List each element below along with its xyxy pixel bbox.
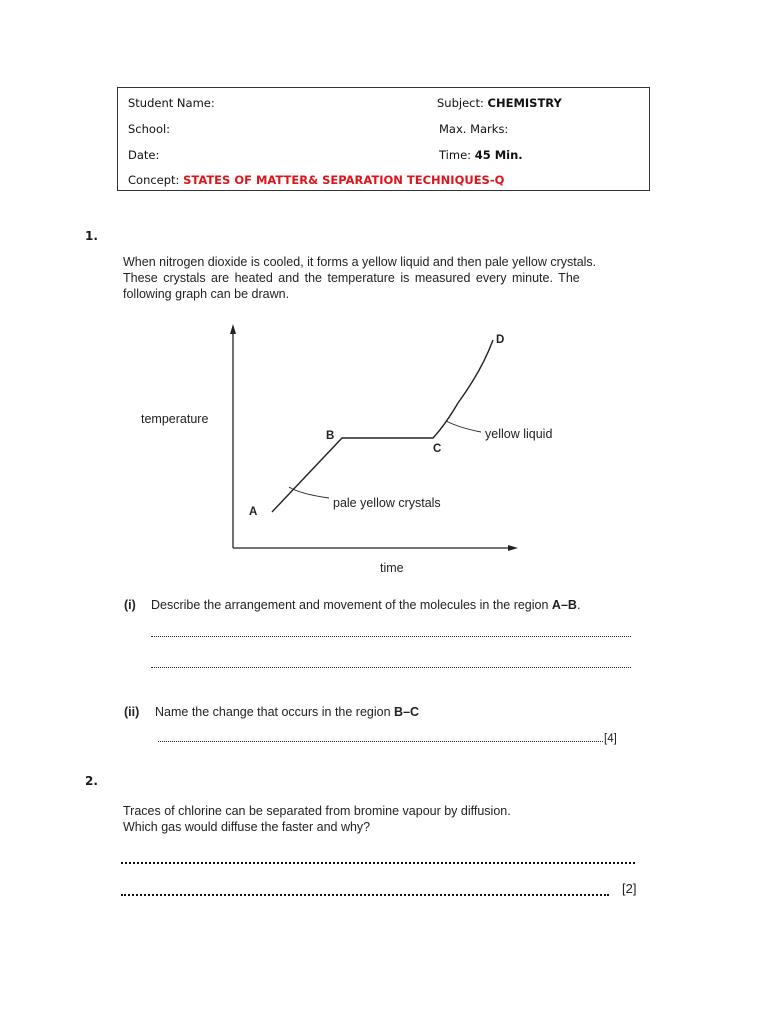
part-i-end: .	[576, 598, 581, 612]
school-label: School:	[128, 122, 171, 136]
question-1-intro-line-3: following graph can be drawn.	[123, 287, 290, 301]
time-label: Time:	[439, 148, 472, 162]
student-name-label: Student Name:	[128, 96, 215, 110]
subject-value: CHEMISTRY	[487, 96, 562, 110]
question-2-answer-line-1[interactable]	[121, 862, 635, 864]
part-ii-question	[155, 704, 419, 720]
max-marks-label: Max. Marks:	[439, 122, 509, 136]
part-ii-region: B–C	[394, 705, 420, 719]
question-2-number: 2.	[85, 774, 98, 788]
question-1-number: 1.	[85, 229, 98, 243]
part-i-region: A–B	[551, 598, 577, 612]
part-i-question	[151, 597, 631, 613]
part-ii-text: Name the change that occurs in the region	[155, 705, 395, 719]
subject-label: Subject:	[437, 96, 484, 110]
liquid-label: yellow liquid	[485, 427, 553, 441]
point-b-label: B	[326, 430, 335, 442]
concept-label: Concept:	[128, 173, 180, 187]
point-d-label: D	[496, 334, 505, 346]
crystals-label: pale yellow crystals	[333, 496, 441, 510]
y-axis-arrow	[230, 324, 236, 334]
y-axis-label: temperature	[141, 412, 209, 426]
part-i-answer-line-2[interactable]	[151, 667, 631, 668]
question-1-intro-line-1: When nitrogen dioxide is cooled, it forms a yellow liquid and then pale yellow crystals.	[123, 255, 597, 269]
question-1-marks: [4]	[604, 733, 617, 745]
question-2-line-2: Which gas would diffuse the faster and why?	[123, 820, 371, 834]
concept-value: STATES OF MATTER& SEPARATION TECHNIQUES-Q	[183, 173, 505, 187]
question-1-intro-line-2: These crystals are heated and the temperature is measured every minute. The	[123, 271, 580, 285]
point-c-label: C	[433, 443, 442, 455]
part-i-text: Describe the arrangement and movement of the molecules in the region	[151, 598, 552, 612]
question-2-answer-line-2[interactable]	[121, 894, 609, 896]
part-ii-answer-line[interactable]	[158, 741, 603, 742]
question-2-text	[123, 803, 643, 835]
part-i-number: (i)	[124, 598, 136, 612]
part-i-answer-line-1[interactable]	[151, 636, 631, 637]
x-axis-arrow	[508, 545, 518, 551]
liquid-leader-line	[446, 421, 481, 432]
time-value: 45 Min.	[474, 148, 523, 162]
question-2-line-1: Traces of chlorine can be separated from bromine vapour by diffusion.	[123, 804, 511, 818]
question-2-marks: [2]	[622, 881, 637, 896]
part-ii-number: (ii)	[124, 705, 140, 719]
heating-curve	[272, 340, 493, 512]
point-a-label: A	[249, 506, 258, 518]
date-label: Date:	[128, 148, 160, 162]
x-axis-label: time	[380, 561, 404, 575]
